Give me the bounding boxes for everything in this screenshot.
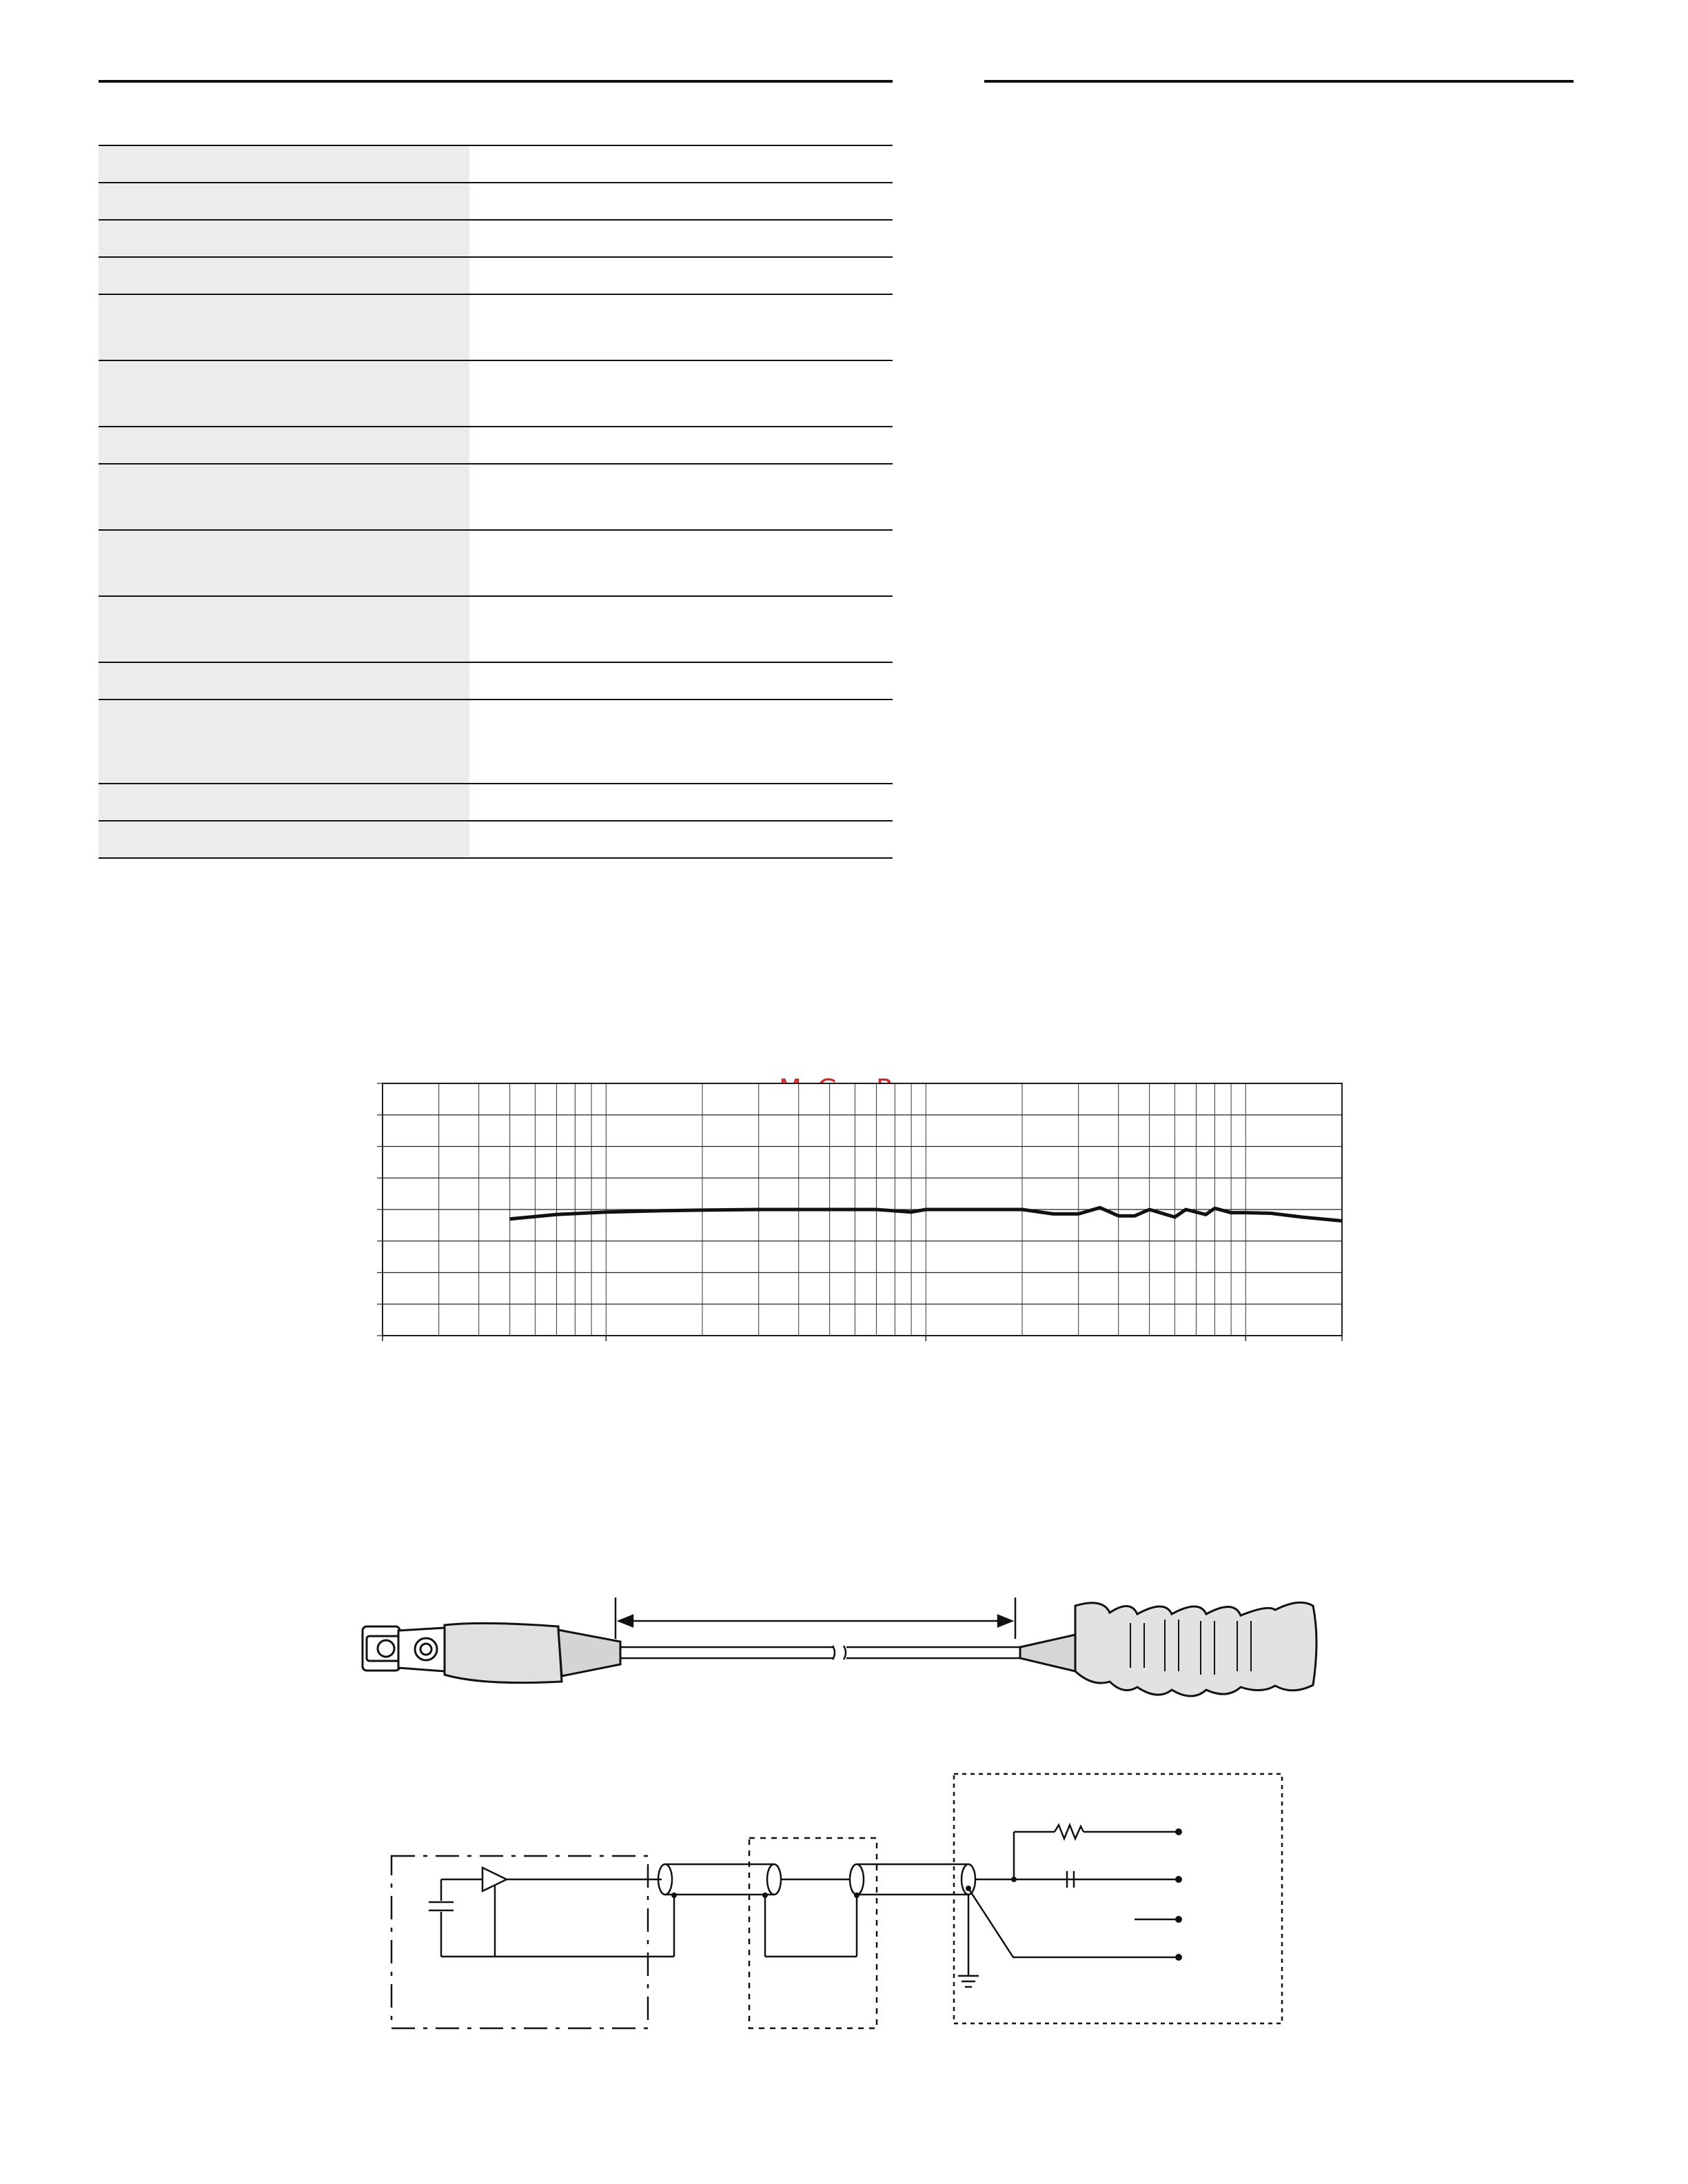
receiver-input-box [954, 1774, 1282, 2023]
microphone-element-box [392, 1856, 648, 2028]
